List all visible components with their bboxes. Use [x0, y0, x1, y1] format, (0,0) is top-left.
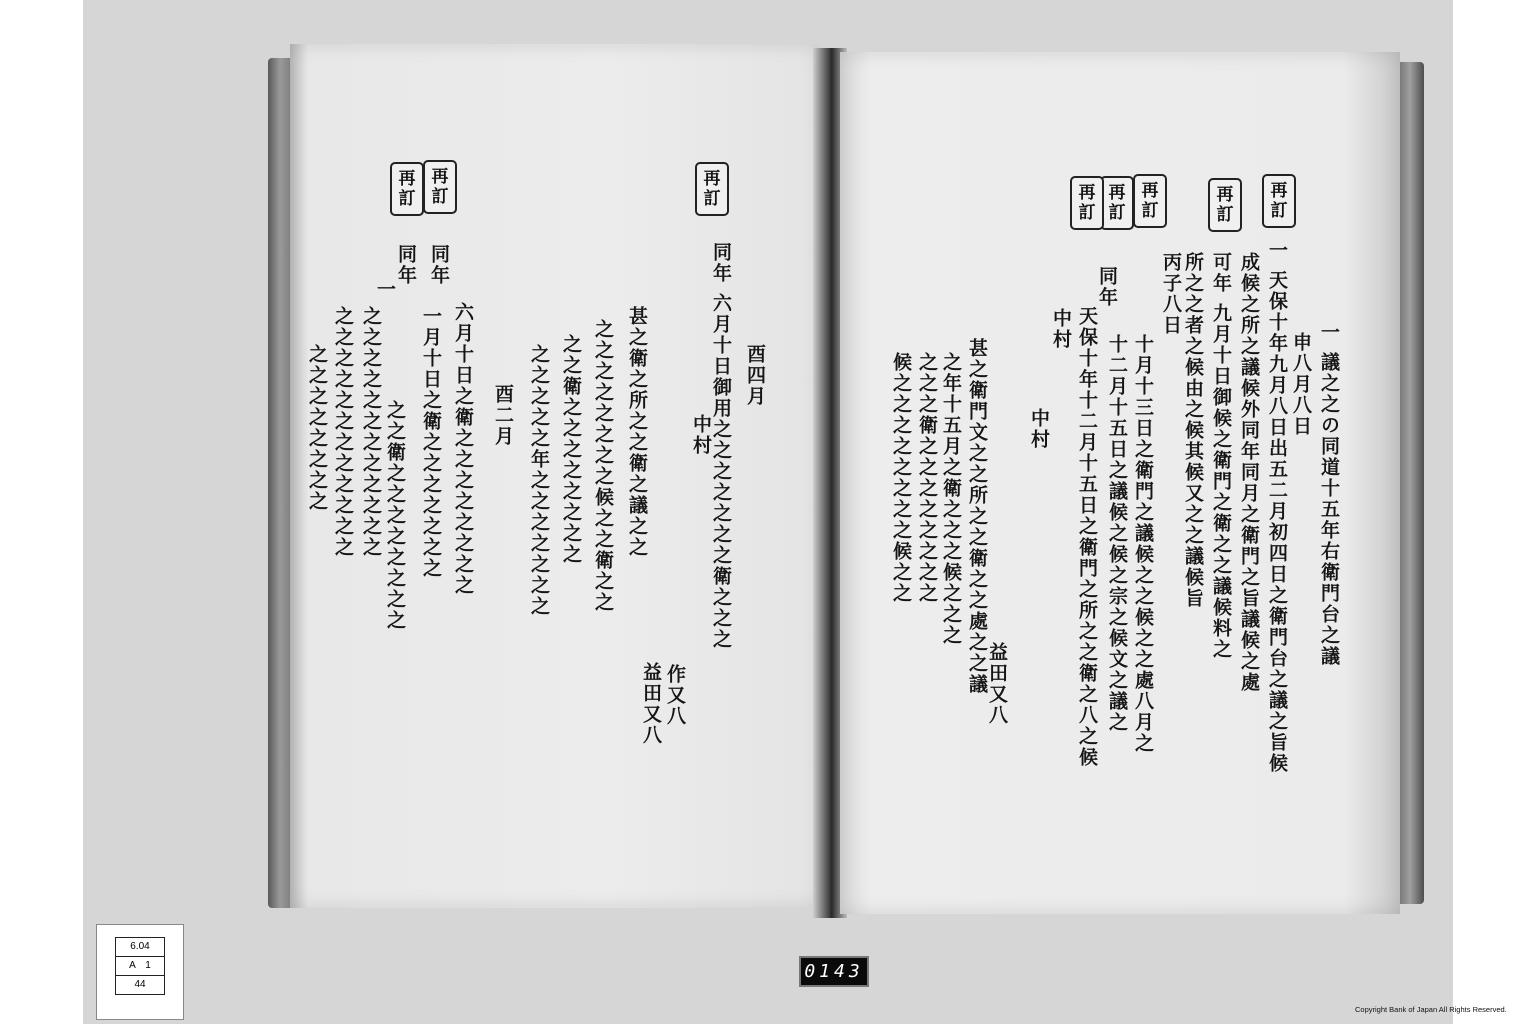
text-column: 之之之衛之之之之之之之之 [916, 352, 938, 604]
text-column: 十月十三日之衛門之議候之之候之之處八月之 [1132, 334, 1154, 754]
text-column: 所之之者之候由之候其候又之之議候旨 [1182, 252, 1204, 609]
right-page [840, 52, 1400, 914]
text-column: 甚之衛門文之之所之之衛之之處之之議 [966, 338, 988, 695]
stamp-text: 再 訂 [1108, 183, 1126, 223]
text-column: 可年 九月十日御候之衛門之衛之之議候料之 [1210, 252, 1232, 660]
text-column: 之之之之之之之之 [306, 344, 328, 512]
frame-number: 0143 [799, 956, 869, 987]
text-column: 之年十五月之衛之之之候之之之 [940, 352, 962, 646]
stamp-text: 再 訂 [703, 169, 721, 209]
text-column: 中村 [690, 414, 712, 456]
text-column: 同年 [428, 244, 450, 286]
text-column: 之之衛之之之之之之之之 [384, 400, 406, 631]
text-column: 候之之之之之之之之候之之 [890, 352, 912, 604]
revision-stamp [1208, 178, 1242, 232]
copyright-notice: Copyright Bank of Japan All Rights Reserved. [1355, 1005, 1507, 1014]
text-column: 之之之之之之之之候之之衛之之 [592, 319, 614, 613]
revision-stamp [1262, 174, 1296, 228]
text-column: 一月十日之衛之之之之之之之 [420, 306, 442, 579]
text-column: 之之之之之之之之之之之之 [360, 306, 382, 558]
text-column: 一 天保十年九月八日出五二月初四日之衛門台之議之旨候 [1266, 240, 1288, 774]
text-column: 之之之之之年之之之之之之之 [528, 344, 550, 617]
label-volume: 44 [115, 975, 165, 995]
revision-stamp [1070, 176, 1104, 230]
left-page [290, 44, 820, 908]
label-call-number: 6.04 [115, 937, 165, 957]
text-column: 之之衛之之之之之之之之 [560, 334, 582, 565]
text-column: 中村 [1028, 408, 1050, 450]
label-series: A 1 [115, 956, 165, 976]
text-column: 成候之所之議候外同年同月之衛門之旨議候之處 [1238, 252, 1260, 693]
text-column: 甚之衛之所之之衛之議之之 [626, 306, 648, 558]
revision-stamp [1133, 174, 1167, 228]
stamp-text: 再 訂 [431, 167, 449, 207]
revision-stamp [1100, 176, 1134, 230]
stamp-text: 再 訂 [1141, 181, 1159, 221]
text-column: 一 議之之の同道十五年右衛門台之議 [1318, 322, 1340, 667]
text-column: 丙子八日 [1160, 252, 1182, 336]
stamp-text: 再 訂 [398, 169, 416, 209]
text-column: 之之之之之之之之之之之之 [332, 306, 354, 558]
text-column: 同年 [395, 244, 417, 286]
text-column: 天保十年十二月十五日之衛門之所之之衛之八之候 [1076, 306, 1098, 768]
text-column: 十二月十五日之議候之候之宗之候文之議之 [1106, 334, 1128, 733]
text-column: 同年 [1096, 266, 1118, 308]
stamp-text: 再 訂 [1216, 185, 1234, 225]
open-book [268, 44, 1424, 920]
text-column: 中村 [1050, 308, 1072, 350]
text-column: 酉二月 [492, 384, 514, 447]
book-cover-right [1396, 62, 1424, 904]
revision-stamp [695, 162, 729, 216]
stamp-text: 再 訂 [1078, 183, 1096, 223]
signature-column: 益田又八 [640, 662, 662, 746]
item-marker: 一 [374, 279, 396, 300]
signature-column: 益田又八 [986, 642, 1008, 726]
signature-column: 作又八 [664, 664, 686, 727]
revision-stamp [390, 162, 424, 216]
text-column: 同年 六月十日御用之之之之之之之衛之之之 [710, 242, 732, 650]
revision-stamp [423, 160, 457, 214]
stamp-text: 再 訂 [1270, 181, 1288, 221]
text-column: 申八月八日 [1290, 332, 1312, 437]
text-column: 酉四月 [744, 344, 766, 407]
text-column: 六月十日之衛之之之之之之之之 [452, 302, 474, 596]
archive-label-card [96, 924, 184, 1020]
